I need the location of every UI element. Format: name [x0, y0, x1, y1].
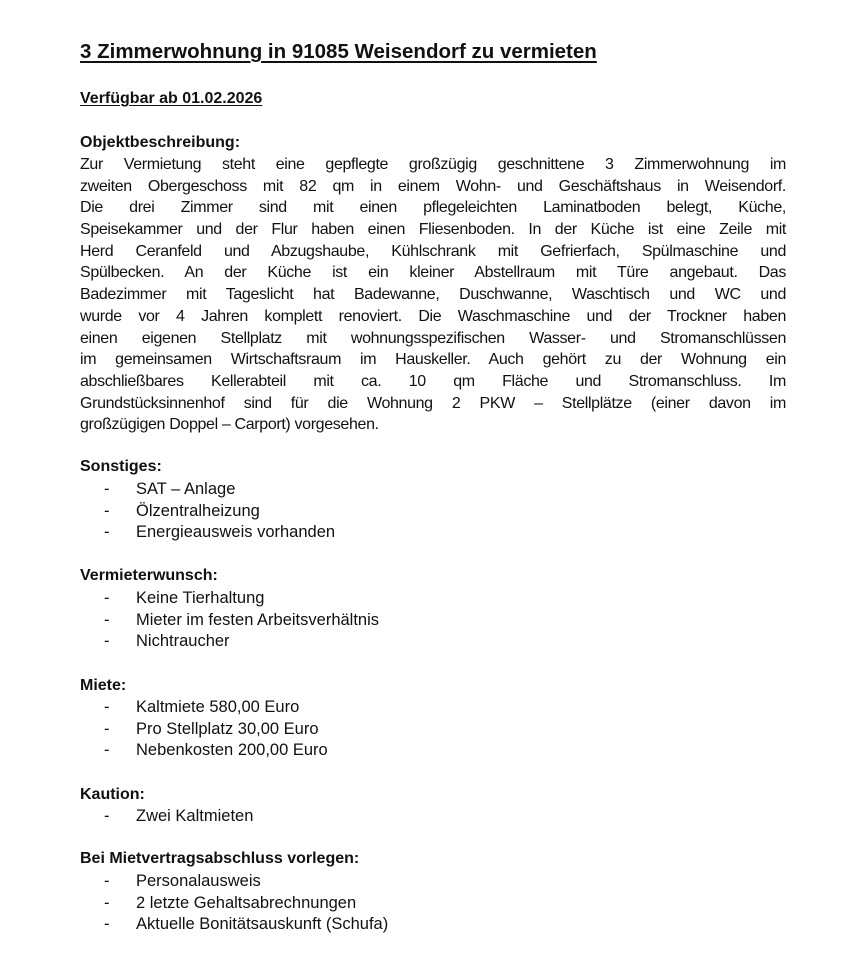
description-line: abschließbares Kellerabteil mit ca. 10 qm Fläche und Stromanschluss. Im	[80, 372, 786, 390]
document-title: 3 Zimmerwohnung in 91085 Weisendorf zu vermieten	[80, 40, 597, 63]
bullet-dash: -	[104, 523, 110, 542]
section-heading-sonstiges: Sonstiges:	[80, 458, 162, 475]
list-item: - Energieausweis vorhanden	[80, 522, 335, 544]
description-line: im gemeinsamen Wirtschaftsraum im Hauskeller. Auch gehört zu der Wohnung ein	[80, 351, 786, 369]
list-item: - Keine Tierhaltung	[80, 588, 379, 610]
list-item: - Kaltmiete 580,00 Euro	[80, 697, 328, 719]
list-item: - Zwei Kaltmieten	[80, 806, 253, 828]
bullet-dash: -	[104, 589, 110, 607]
list-item: - Pro Stellplatz 30,00 Euro	[80, 719, 328, 741]
bullet-dash: -	[104, 719, 110, 738]
description-line: Herd Ceranfeld und Abzugshaube, Kühlschrank mit Gefrierfach, Spülmaschine und	[80, 242, 786, 260]
list-item: - Aktuelle Bonitätsauskunft (Schufa)	[80, 914, 388, 936]
section-heading-kaution: Kaution:	[80, 786, 145, 803]
description-line: zweiten Obergeschoss mit 82 qm in einem Wohn- und Geschäftshaus in Weisendorf.	[80, 177, 786, 195]
section-heading-documents-required: Bei Mietvertragsabschluss vorlegen:	[80, 850, 360, 867]
bullet-dash: -	[104, 610, 110, 629]
description-heading: Objektbeschreibung:	[80, 134, 241, 151]
list-item: - Nichtraucher	[80, 631, 379, 653]
bullet-dash: -	[104, 632, 110, 651]
description-line: wurde vor 4 Jahren komplett renoviert. Die Waschmaschine und der Trockner haben	[80, 307, 786, 325]
section-heading-vermieterwunsch: Vermieterwunsch:	[80, 567, 218, 584]
description-line: Zur Vermietung steht eine gepflegte großzügig geschnittene 3 Zimmerwohnung im	[80, 156, 786, 173]
bullet-dash: -	[104, 872, 110, 890]
bullet-dash: -	[104, 741, 110, 760]
list-sonstiges	[80, 479, 335, 544]
description-line: großzügigen Doppel – Carport) vorgesehen.	[80, 416, 379, 434]
bullet-dash: -	[104, 807, 110, 825]
list-item: - 2 letzte Gehaltsabrechnungen	[80, 893, 388, 915]
description-paragraph	[80, 154, 786, 436]
description-line: Die drei Zimmer sind mit einen pflegeleichten Laminatboden belegt, Küche,	[80, 199, 786, 217]
description-line: Badezimmer mit Tageslicht hat Badewanne, Duschwanne, Waschtisch und WC und	[80, 286, 786, 304]
list-vermieterwunsch	[80, 588, 379, 653]
list-item: - Ölzentralheizung	[80, 501, 335, 523]
description-line: Grundstücksinnenhof sind für die Wohnung 2 PKW – Stellplätze (einer davon im	[80, 394, 786, 412]
bullet-dash: -	[104, 915, 110, 934]
list-item: - Nebenkosten 200,00 Euro	[80, 740, 328, 762]
description-line: Spülbecken. An der Küche ist ein kleiner Abstellraum mit Türe angebaut. Das	[80, 264, 786, 282]
description-line: einen eigenen Stellplatz mit wohnungsspezifischen Wasser- und Stromanschlüssen	[80, 329, 786, 347]
section-heading-miete: Miete:	[80, 677, 127, 694]
description-line: Speisekammer und der Flur haben einen Fliesenboden. In der Küche ist eine Zeile mit	[80, 221, 786, 239]
bullet-dash: -	[104, 501, 110, 520]
list-miete	[80, 697, 328, 762]
bullet-dash: -	[104, 480, 110, 498]
list-documents-required	[80, 871, 388, 936]
list-item: - Personalausweis	[80, 871, 388, 893]
list-item: - SAT – Anlage	[80, 479, 335, 501]
list-item: - Mieter im festen Arbeitsverhältnis	[80, 610, 379, 632]
bullet-dash: -	[104, 893, 110, 912]
bullet-dash: -	[104, 698, 110, 716]
availability-date: Verfügbar ab 01.02.2026	[80, 90, 263, 107]
list-kaution	[80, 806, 253, 828]
